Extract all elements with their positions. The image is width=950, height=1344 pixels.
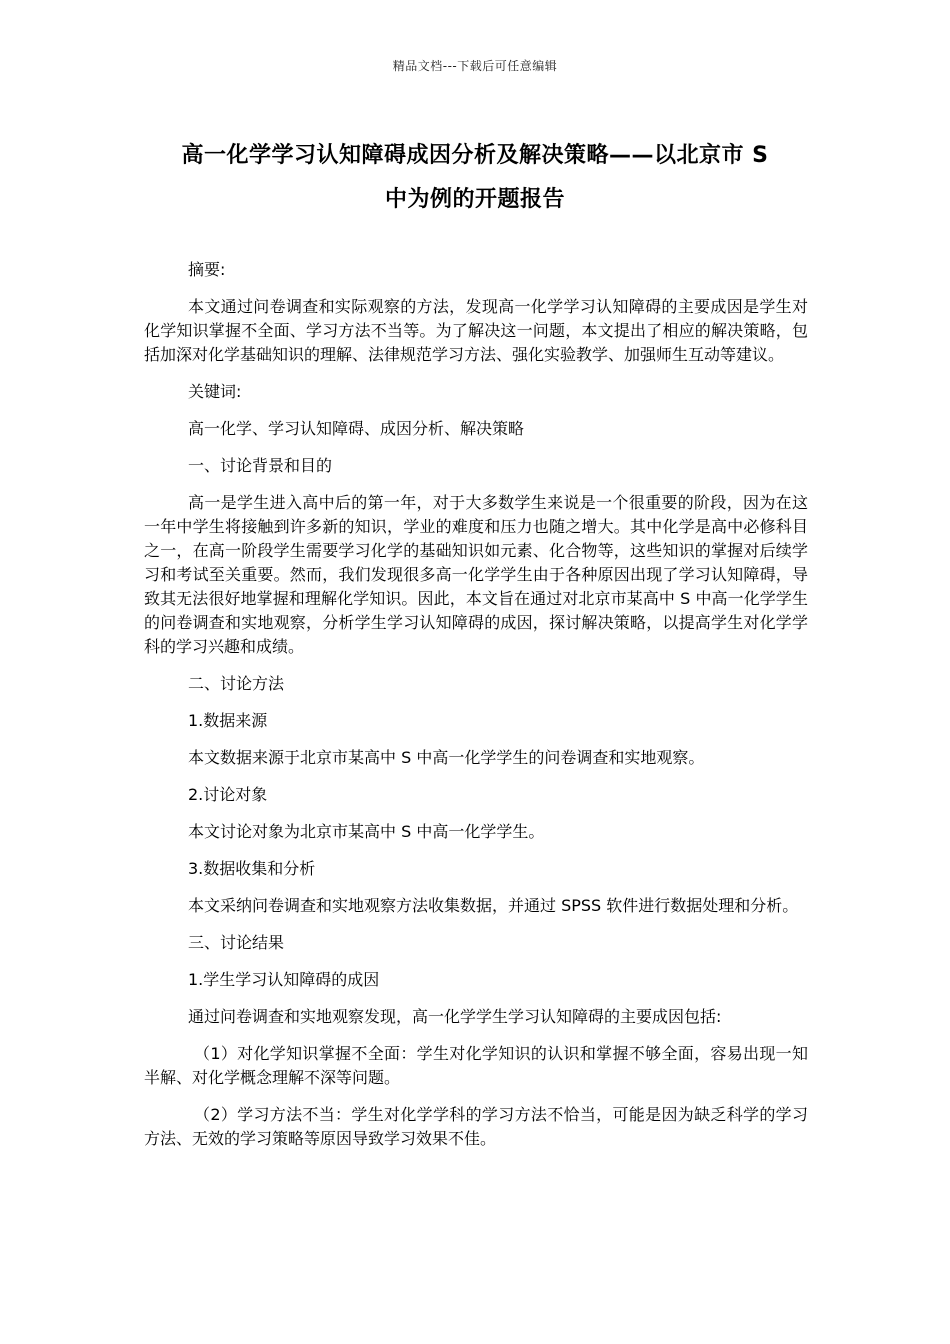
causes-intro-text: 通过问卷调查和实地观察发现，高一化学学生学习认知障碍的主要成因包括: <box>188 1007 722 1026</box>
section-heading-3: 三、讨论结果 <box>188 933 285 952</box>
title-line-2: 中为例的开题报告 <box>384 187 565 212</box>
background-text: 高一是学生进入高中后的第一年，对于大多数学生来说是一个很重要的阶段，因为在这一年中学生将接触到许多新的知识，学业的难度和压力也随之增大。其中化学是高中必修科目之一，在高一阶段学生需要学习化学的基础知识如元素、化合物等，这些知识的掌握对后续学习和考试至关重要。然而，我们发现很多高一化学学生由于各种原因出现了学习认知障碍，导致其无法很好地掌握和理解化学知识。因此，本文旨在通过对北京市某高中 S 中高一化学学生的问卷调查和实地观察，分析学生学习认知障碍的成因，探讨解决策略，以提高学生对化学学科的学习兴趣和成绩。 <box>144 493 808 656</box>
keywords-text: 高一化学、学习认知障碍、成因分析、解决策略 <box>188 419 525 438</box>
subheading-2-2: 2.讨论对象 <box>188 785 268 804</box>
collection-text: 本文采纳问卷调查和实地观察方法收集数据，并通过 SPSS 软件进行数据处理和分析。 <box>188 896 799 915</box>
abstract-text: 本文通过问卷调查和实际观察的方法，发现高一化学学习认知障碍的主要成因是学生对化学知识掌握不全面、学习方法不当等。为了解决这一问题，本文提出了相应的解决策略，包括加深对化学基础知识的理解、法律规范学习方法、强化实验教学、加强师生互动等建议。 <box>144 297 808 364</box>
keywords-label: 关键词: <box>188 382 242 401</box>
section-heading-2: 二、讨论方法 <box>188 674 285 693</box>
cause-item-2: （2）学习方法不当：学生对化学学科的学习方法不恰当，可能是因为缺乏科学的学习方法、无效的学习策略等原因导致学习效果不佳。 <box>144 1105 808 1148</box>
subject-text: 本文讨论对象为北京市某高中 S 中高一化学学生。 <box>188 822 545 841</box>
subheading-2-3: 3.数据收集和分析 <box>188 859 316 878</box>
data-source-text: 本文数据来源于北京市某高中 S 中高一化学学生的问卷调查和实地观察。 <box>188 748 705 767</box>
subheading-2-1: 1.数据来源 <box>188 711 268 730</box>
cause-item-1: （1）对化学知识掌握不全面：学生对化学知识的认识和掌握不够全面，容易出现一知半解、对化学概念理解不深等问题。 <box>144 1044 808 1087</box>
subheading-3-1: 1.学生学习认知障碍的成因 <box>188 970 380 989</box>
document-body <box>144 258 808 1164</box>
document-title <box>140 134 810 222</box>
section-heading-1: 一、讨论背景和目的 <box>188 456 333 475</box>
abstract-label: 摘要: <box>188 260 226 279</box>
title-line-1: 高一化学学习认知障碍成因分析及解决策略——以北京市 S <box>181 143 769 168</box>
header-watermark: 精品文档---下载后可任意编辑 <box>392 59 558 73</box>
